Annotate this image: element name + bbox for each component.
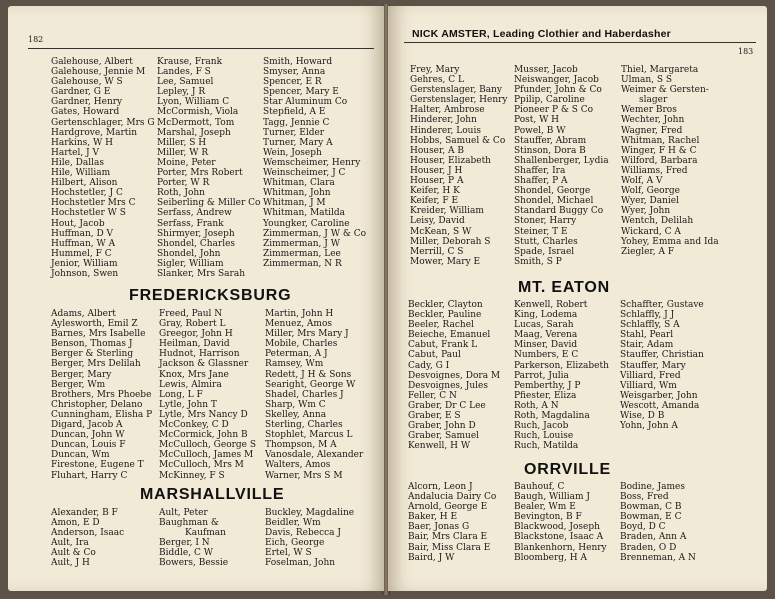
directory-entry: Ppilip, Caroline	[514, 95, 585, 106]
directory-column	[157, 57, 260, 279]
directory-entry: McCulloch, George S	[159, 440, 257, 451]
directory-entry: Galehouse, Jennie M	[51, 67, 146, 78]
directory-entry: Peterman, A J	[265, 349, 328, 360]
directory-entry: Wemscheimer, Henry	[263, 157, 361, 168]
directory-entry: Digard, Jacob A	[51, 420, 123, 431]
directory-entry: Kenwell, Robert	[514, 300, 588, 310]
directory-entry: Beckler, Pauline	[408, 310, 482, 321]
directory-entry: Kreider, William	[410, 206, 484, 217]
directory-entry: Wein, Joseph	[263, 147, 322, 158]
header-rule	[404, 42, 756, 43]
directory-entry: Marshal, Joseph	[157, 127, 231, 138]
directory-entry: Stahl, Pearl	[620, 330, 674, 341]
directory-entry: Standard Buggy Co	[514, 206, 604, 217]
directory-entry: Anderson, Isaac	[51, 528, 125, 539]
directory-column	[514, 300, 609, 451]
directory-entry: Slanker, Mrs Sarah	[157, 268, 246, 279]
directory-entry: Ruch, Jacob	[514, 421, 569, 432]
directory-entry: Pfunder, John & Co	[514, 85, 602, 96]
directory-entry: Wilford, Barbara	[621, 155, 698, 166]
directory-entry: Spade, Israel	[514, 246, 575, 257]
directory-entry: Gerstenslager, Bany	[410, 85, 503, 96]
directory-entry: Zimmerman, Lee	[263, 248, 341, 259]
directory-column	[159, 309, 256, 481]
directory-entry: Skelley, Anna	[265, 409, 327, 420]
directory-entry: Stutt, Charles	[514, 236, 578, 247]
directory-entry: Moine, Peter	[157, 157, 216, 168]
directory-entry: Stophlet, Marcus L	[265, 430, 353, 441]
directory-entry: Andalucia Dairy Co	[408, 492, 497, 503]
directory-entry: Stauffer, Christian	[620, 350, 704, 361]
directory-entry: Jackson & Glassner	[159, 359, 249, 370]
directory-entry: Johnson, Swen	[51, 268, 119, 279]
directory-column	[263, 57, 366, 269]
directory-entry: Walters, Amos	[265, 460, 331, 471]
directory-entry: Musser, Jacob	[514, 65, 578, 75]
directory-entry: Landes, F S	[157, 67, 211, 78]
directory-entry: Porter, W R	[157, 178, 210, 189]
directory-entry: Keifer, H K	[410, 186, 460, 197]
directory-entry: Bair, Mrs Clara E	[408, 532, 488, 543]
directory-column	[514, 482, 607, 563]
directory-column	[265, 508, 354, 569]
directory-entry: Duncan, John W	[51, 430, 125, 441]
directory-entry: Ault, Peter	[159, 508, 208, 518]
directory-entry: Bloomberg, H A	[514, 552, 587, 563]
directory-entry: Bowman, E C	[620, 512, 682, 523]
directory-entry: Smyser, Anna	[263, 67, 326, 78]
directory-entry: Halter, Ambrose	[410, 105, 485, 116]
town-heading: MT. EATON	[518, 279, 610, 296]
directory-entry: Knox, Mrs Jane	[159, 369, 229, 380]
directory-entry: Shirmyer, Joseph	[157, 228, 235, 239]
directory-entry: Kaufman	[185, 528, 226, 539]
directory-entry: Vanosdale, Alexander	[265, 450, 364, 461]
directory-entry: Minser, David	[514, 340, 578, 351]
directory-entry: Roth, Magdalina	[514, 411, 590, 422]
directory-entry: Berger, I N	[159, 538, 210, 549]
directory-entry: Bevington, B F	[514, 512, 582, 523]
directory-column	[159, 508, 228, 569]
directory-entry: Miller, Deborah S	[410, 236, 491, 247]
directory-entry: Star Aluminum Co	[263, 97, 348, 108]
directory-entry: Hile, William	[51, 168, 111, 179]
directory-entry: Desvoignes, Dora M	[408, 370, 501, 381]
directory-entry: Beeler, Rachel	[408, 320, 474, 331]
directory-entry: Huffman, W A	[51, 238, 116, 249]
directory-entry: Stinson, Dora B	[514, 145, 586, 156]
directory-entry: Hout, Jacob	[51, 218, 105, 229]
directory-entry: Wechter, John	[621, 115, 685, 126]
directory-entry: Parrot, Julia	[514, 370, 569, 381]
directory-entry: Hummel, F C	[51, 248, 112, 259]
directory-entry: Seiberling & Miller Co	[157, 198, 261, 209]
directory-entry: Galehouse, W S	[51, 77, 123, 88]
directory-entry: Shallenberger, Lydia	[514, 155, 609, 166]
directory-entry: Thompson, M A	[265, 440, 337, 451]
directory-entry: Ramsey, Wm	[265, 359, 324, 370]
directory-entry: Thiel, Margareta	[621, 65, 699, 75]
directory-entry: Hochstetler W S	[51, 208, 126, 219]
directory-entry: Beckler, Clayton	[408, 300, 483, 310]
directory-entry: Wolf, George	[621, 186, 680, 197]
directory-entry: Ulman, S S	[621, 75, 673, 86]
directory-entry: Shondel, Charles	[157, 238, 236, 249]
directory-entry: Shadel, Charles J	[265, 389, 344, 400]
directory-entry: Leisy, David	[410, 216, 465, 227]
directory-entry: Hobbs, Samuel & Co	[410, 135, 506, 146]
directory-entry: Shaffer, P A	[514, 176, 568, 187]
directory-entry: Miller, W R	[157, 147, 209, 158]
directory-entry: Pioneer P & S Co	[514, 105, 594, 116]
directory-entry: Baird, J W	[408, 552, 455, 563]
directory-entry: Ault, Ira	[51, 538, 89, 549]
directory-entry: Gertenschlager, Mrs G	[51, 117, 155, 128]
right-page	[388, 6, 767, 591]
directory-entry: Cabut, Frank L	[408, 340, 478, 351]
directory-entry: Graber, Dr C Lee	[408, 400, 486, 411]
directory-entry: Keifer, F E	[410, 196, 459, 207]
directory-entry: Alexander, B F	[51, 508, 118, 518]
directory-entry: Stair, Adam	[620, 340, 674, 351]
directory-entry: Houser, J H	[410, 165, 463, 176]
directory-entry: Wentch, Delilah	[621, 216, 694, 227]
directory-entry: Wescott, Amanda	[620, 400, 700, 411]
directory-entry: Yohey, Emma and Ida	[621, 236, 719, 247]
directory-entry: Firestone, Eugene T	[51, 460, 144, 471]
directory-entry: Menuez, Amos	[265, 319, 332, 330]
directory-entry: Lucas, Sarah	[514, 320, 574, 331]
directory-entry: Cabut, Paul	[408, 350, 461, 361]
directory-entry: Maag, Verena	[514, 330, 578, 341]
directory-entry: Hochstetler, J C	[51, 188, 123, 199]
directory-entry: Turner, Mary A	[263, 137, 333, 148]
directory-entry: Searight, George W	[265, 379, 356, 390]
directory-entry: Galehouse, Albert	[51, 57, 133, 67]
directory-entry: Shondel, George	[514, 186, 591, 197]
directory-entry: Wickard, C A	[621, 226, 681, 237]
directory-entry: Serfass, Frank	[157, 218, 224, 229]
directory-entry: McConkey, C D	[159, 420, 229, 431]
directory-column	[408, 300, 500, 451]
directory-entry: Ziegler, A F	[621, 246, 675, 257]
directory-entry: Duncan, Wm	[51, 450, 110, 461]
directory-entry: McCormick, John B	[159, 430, 248, 441]
directory-entry: Bowers, Bessie	[159, 558, 229, 569]
directory-entry: Braden, O D	[620, 542, 677, 553]
directory-entry: Houser, A B	[410, 145, 465, 156]
directory-entry: Hardgrove, Martin	[51, 127, 138, 138]
directory-entry: Lepley, J R	[157, 87, 206, 98]
directory-entry: Miller, Mrs Mary J	[265, 329, 349, 340]
directory-entry: Gates, Howard	[51, 107, 120, 118]
directory-entry: Beieche, Emanuel	[408, 330, 491, 341]
directory-entry: Powel, B W	[514, 125, 566, 136]
directory-entry: Martin, John H	[265, 309, 334, 319]
directory-entry: Mower, Mary E	[410, 256, 481, 267]
directory-entry: Ertel, W S	[265, 548, 312, 559]
directory-entry: Lee, Samuel	[157, 77, 214, 88]
directory-entry: Benson, Thomas J	[51, 339, 133, 350]
directory-entry: Lyon, William C	[157, 97, 230, 108]
directory-entry: Gardner, G E	[51, 87, 111, 98]
directory-entry: Roth, A N	[514, 400, 559, 411]
directory-entry: Whitman, Rachel	[621, 135, 700, 146]
directory-entry: Sterling, Charles	[265, 420, 343, 431]
directory-entry: Buckley, Magdaline	[265, 508, 355, 518]
directory-column	[408, 482, 496, 563]
directory-entry: Mobile, Charles	[265, 339, 338, 350]
directory-entry: Bair, Miss Clara E	[408, 542, 491, 553]
town-heading: MARSHALLVILLE	[140, 486, 285, 503]
directory-entry: Gerstenslager, Henry	[410, 95, 508, 106]
directory-entry: Foselman, John	[265, 558, 336, 569]
directory-column	[514, 65, 609, 267]
directory-entry: Gardner, Henry	[51, 97, 123, 108]
directory-entry: Youngker, Caroline	[263, 218, 350, 229]
directory-entry: Miller, S H	[157, 137, 207, 148]
directory-entry: McKinney, F S	[159, 470, 225, 481]
directory-entry: Gehres, C L	[410, 75, 465, 86]
directory-entry: Smith, S P	[514, 256, 562, 267]
directory-entry: Whitman, John	[263, 188, 331, 199]
directory-entry: Wemer Bros	[621, 105, 677, 116]
directory-entry: Zimmerman, N R	[263, 258, 342, 269]
directory-entry: Krause, Frank	[157, 57, 223, 67]
directory-entry: McCulloch, James M	[159, 450, 254, 461]
directory-entry: Bauhouf, C	[514, 482, 565, 492]
page-header: NICK AMSTER, Leading Clothier and Haberdasher	[412, 28, 671, 40]
directory-entry: Baughman &	[159, 518, 219, 529]
directory-entry: Adams, Albert	[51, 309, 116, 319]
directory-entry: Wolf, A V	[621, 176, 663, 187]
directory-entry: Baker, H E	[408, 512, 458, 523]
directory-entry: Williams, Fred	[621, 165, 688, 176]
directory-entry: Hilbert, Alison	[51, 178, 118, 189]
directory-column	[265, 309, 363, 481]
directory-entry: Berger, Mary	[51, 369, 112, 380]
directory-entry: Baer, Jonas G	[408, 522, 470, 533]
directory-column	[51, 57, 155, 279]
directory-entry: Long, L F	[159, 389, 203, 400]
directory-entry: Cunningham, Elisha P	[51, 409, 153, 420]
directory-entry: Berger & Sterling	[51, 349, 134, 360]
directory-entry: Weinscheimer, J C	[263, 168, 346, 179]
directory-entry: Bowman, C B	[620, 502, 682, 513]
directory-entry: Blackstone, Isaac A	[514, 532, 604, 543]
directory-entry: Houser, Elizabeth	[410, 155, 491, 166]
directory-entry: Numbers, E C	[514, 350, 579, 361]
directory-entry: McCormish, Viola	[157, 107, 239, 118]
directory-entry: Blankenhorn, Henry	[514, 542, 607, 553]
directory-entry: Eich, George	[265, 538, 325, 549]
town-heading: FREDERICKSBURG	[129, 287, 292, 304]
directory-column	[51, 309, 152, 481]
directory-entry: Baugh, William J	[514, 492, 591, 503]
directory-entry: Whitman, Clara	[263, 178, 335, 189]
directory-entry: Duncan, Louis F	[51, 440, 126, 451]
directory-entry: Sharp, Wm C	[265, 399, 326, 410]
directory-entry: Boss, Fred	[620, 492, 669, 503]
directory-entry: Stepfield, A E	[263, 107, 326, 118]
directory-entry: Hudnot, Harrison	[159, 349, 240, 360]
directory-entry: Spencer, Mary E	[263, 87, 339, 98]
directory-entry: Villiard, Fred	[620, 370, 681, 381]
directory-entry: Feller, C N	[408, 390, 457, 401]
directory-entry: Davis, Rebecca J	[265, 528, 341, 539]
directory-entry: Braden, Ann A	[620, 532, 687, 543]
directory-entry: Lewis, Almira	[159, 379, 222, 390]
directory-entry: Zimmerman, J W	[263, 238, 340, 249]
directory-entry: Schlaffly, J J	[620, 310, 675, 321]
directory-entry: Ault & Co	[51, 548, 96, 559]
directory-entry: McKean, S W	[410, 226, 472, 237]
directory-entry: Shondel, John	[157, 248, 221, 259]
directory-entry: Wyer, Daniel	[621, 196, 679, 207]
directory-entry: Lytle, John T	[159, 399, 217, 410]
directory-entry: Frey, Mary	[410, 65, 460, 75]
directory-entry: Boyd, D C	[620, 522, 666, 533]
directory-entry: Gray, Robert L	[159, 319, 226, 330]
directory-entry: Shaffer, Ira	[514, 165, 566, 176]
directory-entry: Hinderer, John	[410, 115, 477, 126]
directory-entry: Graber, Samuel	[408, 431, 480, 442]
directory-entry: Spencer, E R	[263, 77, 322, 88]
header-rule	[28, 48, 374, 49]
directory-entry: Wagner, Fred	[621, 125, 683, 136]
directory-entry: Roth, John	[157, 188, 205, 199]
directory-entry: Lytle, Mrs Nancy D	[159, 409, 248, 420]
directory-column	[620, 482, 696, 563]
directory-entry: Hartel, J V	[51, 147, 100, 158]
directory-entry: Berger, Mrs Delilah	[51, 359, 141, 370]
directory-entry: Serfass, Andrew	[157, 208, 232, 219]
town-heading: ORRVILLE	[524, 461, 612, 478]
directory-entry: Bodine, James	[620, 482, 685, 492]
directory-entry: Cady, G I	[408, 360, 450, 371]
directory-entry: Smith, Howard	[263, 57, 333, 67]
directory-entry: Winger, F H & C	[621, 145, 697, 156]
directory-entry: Parkerson, Elizabeth	[514, 360, 609, 371]
directory-entry: Freed, Paul N	[159, 309, 223, 319]
directory-entry: Desvoignes, Jules	[408, 380, 488, 391]
directory-entry: Zimmerman, J W & Co	[263, 228, 367, 239]
directory-entry: Schlaffly, S A	[620, 320, 680, 331]
directory-entry: Weisgarber, John	[620, 390, 698, 401]
directory-entry: Harkins, W H	[51, 137, 113, 148]
directory-entry: Amon, E D	[51, 518, 100, 529]
directory-entry: McDermott, Tom	[157, 117, 235, 128]
directory-entry: Yohn, John A	[620, 421, 678, 432]
directory-entry: Huffman, D V	[51, 228, 114, 239]
directory-entry: Greegor, John H	[159, 329, 233, 340]
directory-entry: Biddle, C W	[159, 548, 213, 559]
directory-entry: Brothers, Mrs Phoebe	[51, 389, 152, 400]
directory-entry: Wyer, John	[621, 206, 671, 217]
directory-column	[410, 65, 508, 267]
directory-entry: Turner, Elder	[263, 127, 325, 138]
directory-entry: Neiswanger, Jacob	[514, 75, 599, 86]
page-number: 182	[28, 35, 44, 44]
directory-entry: Steiner, T E	[514, 226, 568, 237]
directory-entry: Hinderer, Louis	[410, 125, 481, 136]
directory-entry: Stauffer, Mary	[620, 360, 686, 371]
directory-entry: Alcorn, Leon J	[408, 482, 473, 492]
page-number: 183	[738, 47, 754, 56]
directory-entry: Jenior, William	[51, 258, 118, 269]
directory-entry: Graber, John D	[408, 421, 476, 432]
directory-entry: Houser, P A	[410, 176, 464, 187]
directory-entry: Beidler, Wm	[265, 518, 321, 529]
directory-entry: Heilman, David	[159, 339, 230, 350]
directory-entry: Ruch, Louise	[514, 431, 574, 442]
directory-entry: Pemberthy, J P	[514, 380, 581, 391]
directory-entry: Arnold, George E	[408, 502, 488, 513]
directory-entry: Aylesworth, Emil Z	[51, 319, 138, 330]
directory-entry: Stoner, Harry	[514, 216, 577, 227]
directory-entry: Berger, Wm	[51, 379, 106, 390]
directory-entry: Post, W H	[514, 115, 560, 126]
directory-entry: Whitman, Matilda	[263, 208, 346, 219]
directory-column	[51, 508, 124, 569]
directory-entry: Schaffter, Gustave	[620, 300, 704, 310]
left-page	[8, 6, 384, 591]
directory-entry: Merrill, C S	[410, 246, 464, 257]
directory-column	[620, 300, 704, 431]
directory-entry: Stauffer, Abram	[514, 135, 587, 146]
directory-entry: Warner, Mrs S M	[265, 470, 343, 481]
directory-entry: Pfiester, Eliza	[514, 390, 577, 401]
directory-entry: Whitman, J M	[263, 198, 326, 209]
directory-entry: McCulloch, Mrs M	[159, 460, 244, 471]
directory-entry: Sigler, William	[157, 258, 224, 269]
directory-entry: King, Lodema	[514, 310, 578, 321]
directory-entry: Hochstetler Mrs C	[51, 198, 136, 209]
directory-entry: Ruch, Matilda	[514, 441, 579, 452]
directory-entry: Kenwell, H W	[408, 441, 471, 452]
directory-entry: Wise, D B	[620, 411, 665, 422]
directory-entry: Shondel, Michael	[514, 196, 594, 207]
directory-entry: Ault, J H	[51, 558, 90, 569]
directory-entry: slager	[639, 95, 668, 106]
directory-entry: Tagg, Jennie C	[263, 117, 330, 128]
directory-entry: Blackwood, Joseph	[514, 522, 600, 533]
directory-entry: Graber, E S	[408, 411, 461, 422]
directory-entry: Villiard, Wm	[620, 380, 677, 391]
directory-entry: Bealer, Wm E	[514, 502, 576, 513]
directory-entry: Christopher, Delano	[51, 399, 143, 410]
directory-entry: Brenneman, A N	[620, 552, 696, 563]
directory-column	[621, 65, 719, 257]
directory-entry: Barnes, Mrs Isabelle	[51, 329, 146, 340]
directory-entry: Porter, Mrs Robert	[157, 168, 243, 179]
directory-entry: Weimer & Gersten-	[621, 85, 709, 96]
directory-entry: Hile, Dallas	[51, 157, 104, 168]
directory-entry: Fluhart, Harry C	[51, 470, 128, 481]
directory-entry: Redett, J H & Sons	[265, 369, 352, 380]
